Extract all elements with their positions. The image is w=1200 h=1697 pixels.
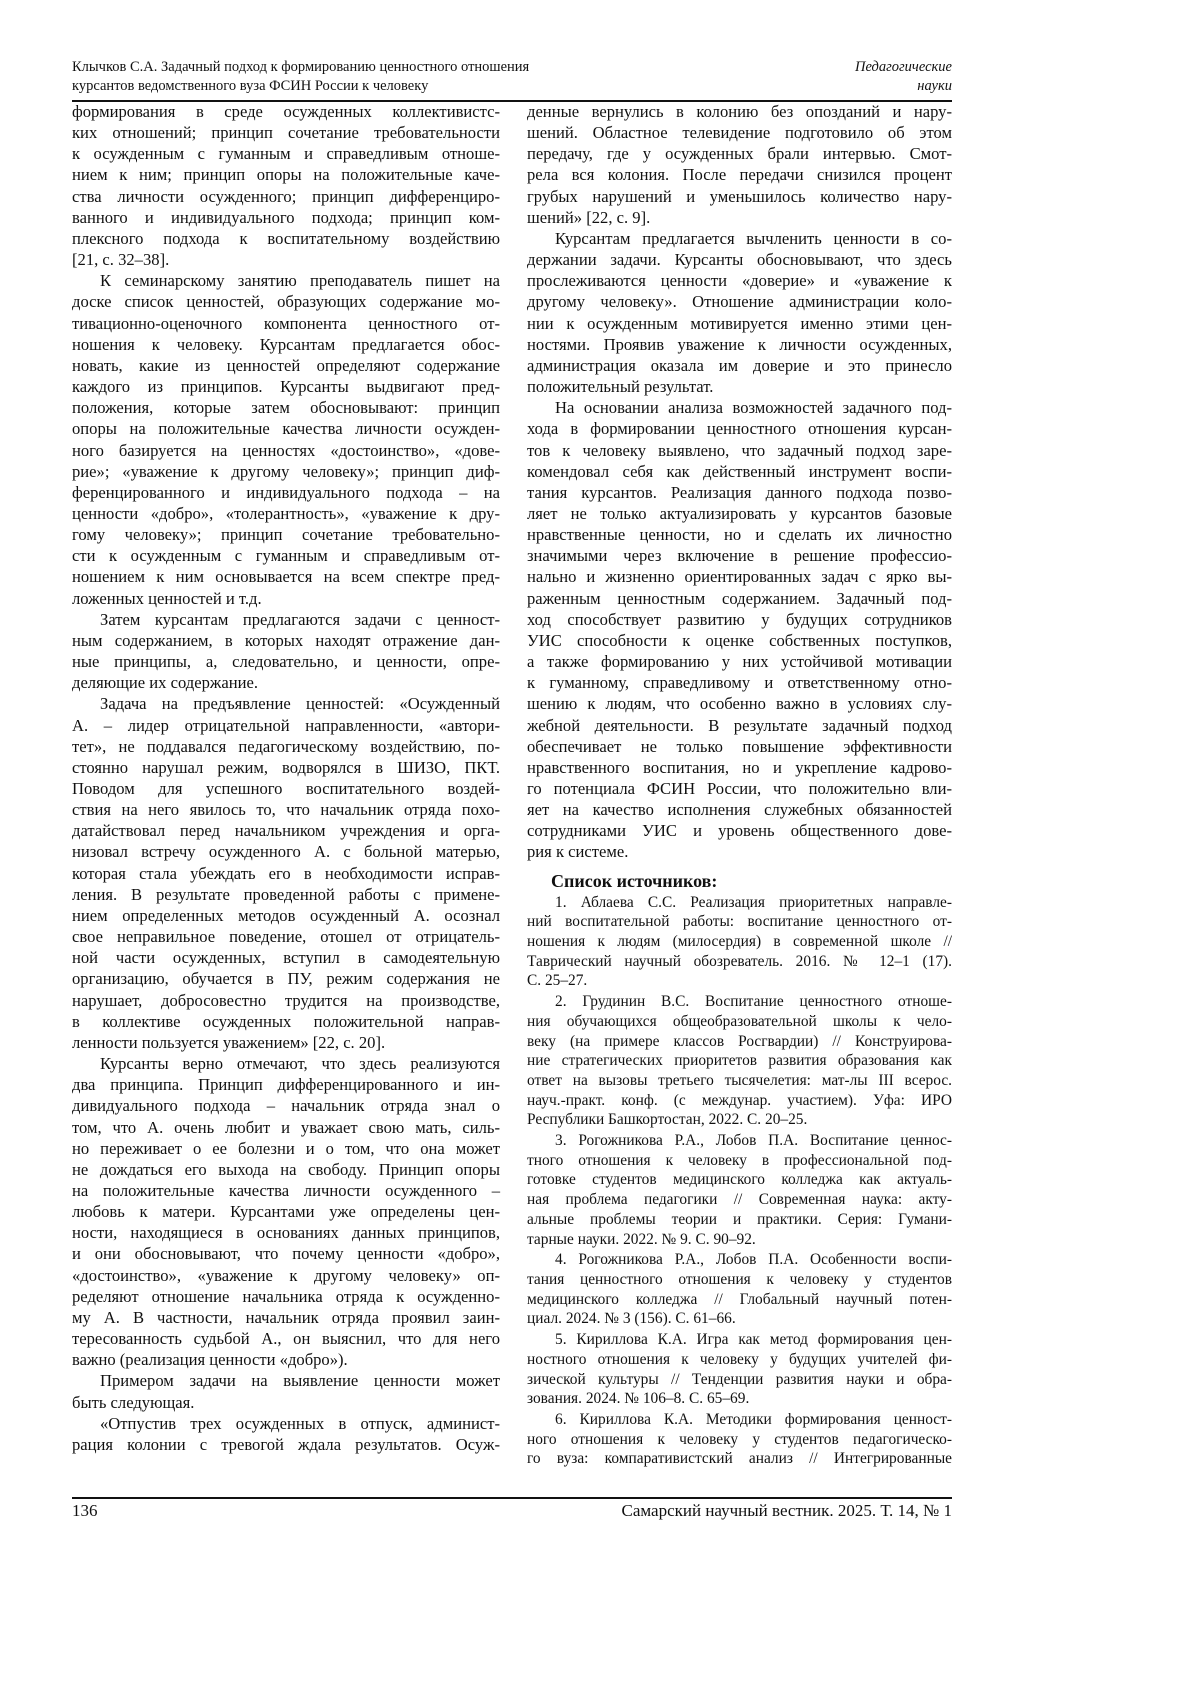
text-line: ход способствует развитию у будущих сотрудников: [527, 609, 952, 630]
text-line: доске список ценностей, образующих содержание мо-: [72, 291, 500, 312]
text-line: зования. 2024. № 106–8. С. 65–69.: [527, 1389, 952, 1409]
reference-item: [527, 893, 952, 992]
text-line: шений» [22, с. 9].: [527, 207, 952, 228]
text-line: каждого из принципов. Курсанты выдвигают пред-: [72, 376, 500, 397]
text-line: медицинского колледжа // Глобальный научный потен-: [527, 1290, 952, 1310]
text-line: быть следующая.: [72, 1392, 500, 1413]
text-line: передачу, где у осужденных брали интервью. Смот-: [527, 143, 952, 164]
text-line: ная проблема педагогики // Современная наука: акту-: [527, 1190, 952, 1210]
text-line: нии к осужденным мотивируется именно этими цен-: [527, 313, 952, 334]
text-line: го вуза: компаративистский анализ // Интегрированные: [527, 1449, 952, 1469]
text-line: рия к системе.: [527, 841, 952, 862]
text-line: тов к человеку выявлено, что задачный подход заре-: [527, 440, 952, 461]
text-line: циал. 2024. № 3 (156). С. 61–66.: [527, 1309, 952, 1329]
text-line: тивационно-оценочного компонента ценностного от-: [72, 313, 500, 334]
text-line: ответ на вызовы третьего тысячелетия: мат-лы III всерос.: [527, 1071, 952, 1091]
text-line: стоянно нарушал режим, водворялся в ШИЗО, ПКТ.: [72, 757, 500, 778]
text-line: ной части осужденных, вступил в самодеятельную: [72, 947, 500, 968]
text-line: нально и жизненно ориентированных задач с ярко вы-: [527, 566, 952, 587]
text-line: любовь к матери. Курсантами уже определены цен-: [72, 1201, 500, 1222]
text-line: тания ценностного отношения к человеку у студентов: [527, 1270, 952, 1290]
text-line: к осужденным с гуманным и справедливым отноше-: [72, 143, 500, 164]
text-line: альные проблемы теории и практики. Серия: Гумани-: [527, 1210, 952, 1230]
text-line: шений. Областное телевидение подготовило об этом: [527, 122, 952, 143]
text-line: ложенных ценностей и т.д.: [72, 588, 500, 609]
reference-item: [527, 1131, 952, 1249]
text-line: прослеживаются ценности «доверие» и «уважение к: [527, 270, 952, 291]
text-line: жебной деятельности. В результате задачный подход: [527, 715, 952, 736]
running-header: [72, 58, 952, 100]
paragraph: [527, 101, 952, 228]
text-line: на положительные качества личности осужденного –: [72, 1180, 500, 1201]
text-line: готовке студентов медицинского колледжа как актуаль-: [527, 1170, 952, 1190]
text-line: науч.-практ. конф. (с междунар. участием). Уфа: ИРО: [527, 1091, 952, 1111]
text-line: ференцированного и индивидуального подхода – на: [72, 482, 500, 503]
text-line: тного отношения к человеку в профессиональной под-: [527, 1151, 952, 1171]
text-line: ностного отношения к человеку у будущих учителей фи-: [527, 1350, 952, 1370]
references-heading: Список источников:: [527, 869, 952, 893]
text-line: Таврический научный обозреватель. 2016. № 12–1 (17).: [527, 952, 952, 972]
page-number: 136: [72, 1500, 98, 1522]
text-line: но переживает о ее болезни и о том, что она может: [72, 1138, 500, 1159]
text-line: положительный результат.: [527, 376, 952, 397]
right-column: [527, 101, 952, 1470]
text-line: ценности «добро», «толерантность», «уважение к дру-: [72, 503, 500, 524]
text-line: держании задачи. Курсанты обосновывают, что здесь: [527, 249, 952, 270]
paragraph: [72, 101, 500, 270]
text-line: тания курсантов. Реализация данного подхода позво-: [527, 482, 952, 503]
paragraph: [527, 228, 952, 397]
text-line: Курсантам предлагается вычленить ценности в со-: [527, 228, 952, 249]
paragraph: [72, 270, 500, 609]
text-line: хода в формировании ценностного отношения курсан-: [527, 418, 952, 439]
text-line: ного отношения к человеку у студентов педагогическо-: [527, 1430, 952, 1450]
paragraph: [72, 693, 500, 1053]
header-title-line: курсантов ведомственного вуза ФСИН России к человеку: [72, 77, 529, 96]
text-line: тересованность судьбой А., он выяснил, что для него: [72, 1328, 500, 1349]
text-line: ления. В результате проведенной работы с примене-: [72, 884, 500, 905]
text-line: нравственного воспитания, но и укрепление кадрово-: [527, 757, 952, 778]
reference-item: [527, 1410, 952, 1469]
right-column-body: [527, 101, 952, 863]
text-line: 4. Рогожникова Р.А., Лобов П.А. Особенности воспи-: [527, 1250, 952, 1270]
text-line: нарушает, добросовестно трудится на производстве,: [72, 990, 500, 1011]
text-line: С. 25–27.: [527, 971, 952, 991]
text-line: ределяют отношение начальника отряда к осужденно-: [72, 1286, 500, 1307]
text-line: нравственные ценности, но и сделать их личностно: [527, 524, 952, 545]
text-line: а также формированию у них устойчивой мотивации: [527, 651, 952, 672]
text-line: нием к ним; принцип опоры на положительные каче-: [72, 164, 500, 185]
text-line: Республики Башкортостан, 2022. С. 20–25.: [527, 1110, 952, 1130]
text-line: организацию, обучается в ПУ, режим содержания не: [72, 968, 500, 989]
text-line: раженным ценностным содержанием. Задачный под-: [527, 588, 952, 609]
text-line: гому человеку»; принцип сочетание требовательно-: [72, 524, 500, 545]
header-title-line: Клычков С.А. Задачный подход к формированию ценностного отношения: [72, 58, 529, 77]
text-line: ношения к человеку. Курсантам предлагается обос-: [72, 334, 500, 355]
text-line: ванного и индивидуального подхода; принцип ком-: [72, 207, 500, 228]
text-line: рие»; «уважение к другому человеку»; принцип диф-: [72, 461, 500, 482]
text-line: опоры на положительные качества личности осужден-: [72, 418, 500, 439]
text-line: сти к осужденным с гуманным и справедливым от-: [72, 545, 500, 566]
text-line: рела вся колония. После передачи снизился процент: [527, 164, 952, 185]
text-line: ствия на него явилось то, что начальник отряда похо-: [72, 799, 500, 820]
text-line: администрация оказала им доверие и это принесло: [527, 355, 952, 376]
text-line: ности, находящиеся в основаниях данных принципов,: [72, 1222, 500, 1243]
text-line: рация колонии с тревогой ждала результатов. Осуж-: [72, 1434, 500, 1455]
text-line: комендовал себя как действенный инструмент воспи-: [527, 461, 952, 482]
text-line: шению к людям, что особенно важно в условиях слу-: [527, 693, 952, 714]
reference-item: [527, 1330, 952, 1409]
header-section: [855, 58, 952, 96]
reference-item: [527, 992, 952, 1130]
text-line: Поводом для успешного воспитательного воздей-: [72, 778, 500, 799]
text-line: ний воспитательной работы: воспитание ценностного от-: [527, 912, 952, 932]
text-line: дивидуального подхода – начальник отряда знал о: [72, 1095, 500, 1116]
text-line: ния обучающихся общеобразовательной школы к чело-: [527, 1012, 952, 1032]
text-line: два принципа. Принцип дифференцированного и ин-: [72, 1074, 500, 1095]
text-line: ства личности осужденного; принцип дифференциро-: [72, 186, 500, 207]
text-line: 1. Аблаева С.С. Реализация приоритетных направле-: [527, 893, 952, 913]
left-column: [72, 101, 500, 1455]
text-line: к гуманному, справедливому и ответственному отно-: [527, 672, 952, 693]
text-line: которая стала убеждать его в необходимости исправ-: [72, 863, 500, 884]
text-line: деляющие их содержание.: [72, 672, 500, 693]
text-line: Затем курсантам предлагаются задачи с ценност-: [72, 609, 500, 630]
text-line: ным содержанием, в которых находят отражение дан-: [72, 630, 500, 651]
text-line: [21, с. 32–38].: [72, 249, 500, 270]
text-line: и они обосновывают, что почему ценности «добро»,: [72, 1243, 500, 1264]
text-line: «Отпустив трех осужденных в отпуск, админист-: [72, 1413, 500, 1434]
text-line: не дождаться его выхода на свободу. Принцип опоры: [72, 1159, 500, 1180]
paragraph: [72, 609, 500, 694]
text-line: свое неправильное поведение, отошел от отрицатель-: [72, 926, 500, 947]
paragraph: [72, 1053, 500, 1370]
text-line: в коллективе осужденных положительной направ-: [72, 1011, 500, 1032]
text-line: го потенциала ФСИН России, что положительно вли-: [527, 778, 952, 799]
text-line: 2. Грудинин В.С. Воспитание ценностного отноше-: [527, 992, 952, 1012]
text-line: ные принципы, а, следовательно, и ценности, опре-: [72, 651, 500, 672]
text-line: низовал встречу осужденного А. с больной матерью,: [72, 841, 500, 862]
text-line: 5. Кириллова К.А. Игра как метод формирования цен-: [527, 1330, 952, 1350]
text-line: На основании анализа возможностей задачного под-: [527, 397, 952, 418]
text-line: нием определенных методов осужденный А. осознал: [72, 905, 500, 926]
text-line: грубых нарушений и уменьшилось количество нару-: [527, 186, 952, 207]
text-line: ких отношений; принцип сочетание требовательности: [72, 122, 500, 143]
text-line: плексного подхода к воспитательному воздействию: [72, 228, 500, 249]
text-line: тет», не поддавался педагогическому воздействию, по-: [72, 736, 500, 757]
reference-item: [527, 1250, 952, 1329]
paragraph: [72, 1370, 500, 1412]
text-line: тарные науки. 2022. № 9. С. 90–92.: [527, 1230, 952, 1250]
text-line: яет на качество исполнения служебных обязанностей: [527, 799, 952, 820]
text-line: датайствовал перед начальником учреждения и орга-: [72, 820, 500, 841]
text-line: 3. Рогожникова Р.А., Лобов П.А. Воспитание ценнос-: [527, 1131, 952, 1151]
text-line: ляет не только актуализировать у курсантов базовые: [527, 503, 952, 524]
paragraph: [527, 397, 952, 862]
header-article-title: [72, 58, 529, 96]
text-line: А. – лидер отрицательной направленности, «автори-: [72, 715, 500, 736]
text-line: УИС способности к оценке собственных поступков,: [527, 630, 952, 651]
paragraph: [72, 1413, 500, 1455]
references-list: [527, 893, 952, 1469]
text-line: «достоинство», «уважение к другому человеку» оп-: [72, 1265, 500, 1286]
text-line: значимыми через включение в решение профессио-: [527, 545, 952, 566]
journal-citation: Самарский научный вестник. 2025. Т. 14, № 1: [622, 1500, 953, 1522]
text-line: важно (реализация ценности «добро»).: [72, 1349, 500, 1370]
header-section-line: Педагогические: [855, 58, 952, 77]
text-line: новать, какие из ценностей определяют содержание: [72, 355, 500, 376]
text-line: ние стратегических приоритетов развития образования как: [527, 1051, 952, 1071]
text-line: Курсанты верно отмечают, что здесь реализуются: [72, 1053, 500, 1074]
footer-divider: [72, 1497, 952, 1499]
text-line: том, что А. очень любит и уважает свою мать, силь-: [72, 1117, 500, 1138]
text-line: формирования в среде осужденных коллективистс-: [72, 101, 500, 122]
text-line: положения, которые затем обосновывают: принцип: [72, 397, 500, 418]
text-line: зической культуры // Тенденции развития науки и обра-: [527, 1370, 952, 1390]
text-line: сотрудниками УИС и уровень общественного дове-: [527, 820, 952, 841]
text-line: ленности пользуется уважением» [22, с. 20].: [72, 1032, 500, 1053]
text-line: ношения к людям (милосердия) в современной школе //: [527, 932, 952, 952]
text-line: 6. Кириллова К.А. Методики формирования ценност-: [527, 1410, 952, 1430]
text-line: Задача на предъявление ценностей: «Осужденный: [72, 693, 500, 714]
text-line: ношением к ним основывается на всем спектре пред-: [72, 566, 500, 587]
text-line: денные вернулись в колонию без опозданий и нару-: [527, 101, 952, 122]
text-line: ностями. Проявив уважение к личности осужденных,: [527, 334, 952, 355]
text-line: веку (на примере классов Росгвардии) // Конструирова-: [527, 1032, 952, 1052]
text-line: му А. В частности, начальник отряда проявил заин-: [72, 1307, 500, 1328]
text-line: Примером задачи на выявление ценности может: [72, 1370, 500, 1391]
text-line: К семинарскому занятию преподаватель пишет на: [72, 270, 500, 291]
text-line: обеспечивает не только повышение эффективности: [527, 736, 952, 757]
text-line: другому человеку». Отношение администрации коло-: [527, 291, 952, 312]
header-section-line: науки: [855, 77, 952, 96]
text-line: ного базируется на ценностях «достоинство», «дове-: [72, 440, 500, 461]
